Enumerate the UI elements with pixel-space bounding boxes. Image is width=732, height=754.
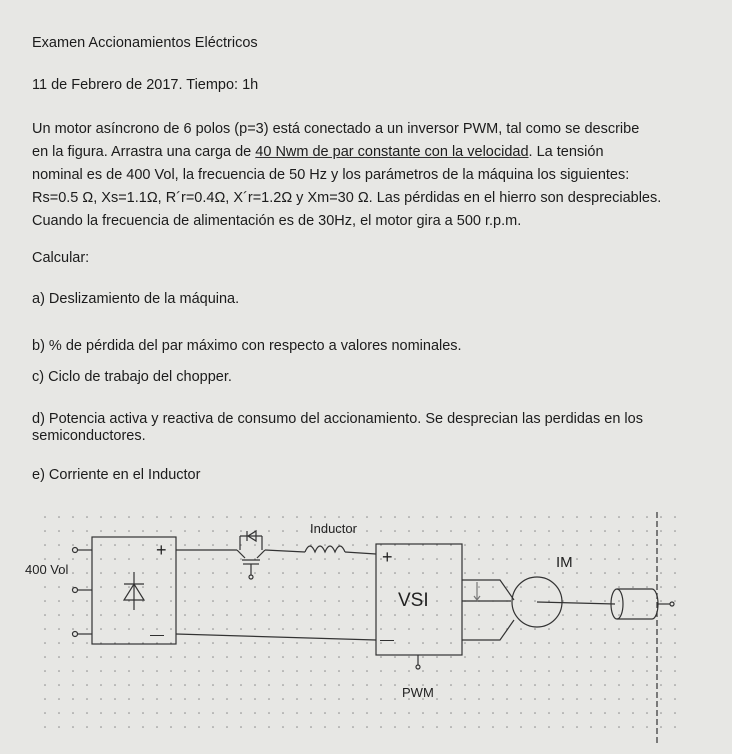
motor-label: IM	[556, 554, 573, 571]
statement-line: en la figura. Arrastra una carga de 40 Nwm de par constante con la velocidad. La tensión	[32, 144, 604, 160]
exam-date: 11 de Febrero de 2017. Tiempo: 1h	[32, 77, 259, 93]
vsi-label: VSI	[398, 590, 429, 611]
statement-line: Rs=0.5 Ω, Xs=1.1Ω, R´r=0.4Ω, X´r=1.2Ω y Xm=30 Ω. Las pérdidas en el hierro son despreciables.	[32, 190, 662, 206]
circuit-diagram	[0, 500, 732, 754]
question-b: b) % de pérdida del par máximo con respecto a valores nominales.	[32, 338, 462, 354]
question-d-cont: semiconductores.	[32, 428, 146, 444]
inductor-label: Inductor	[310, 521, 357, 536]
rectifier-minus: —	[150, 626, 164, 642]
statement-line: Un motor asíncrono de 6 polos (p=3) está conectado a un inversor PWM, tal como se describe	[32, 121, 640, 137]
question-e: e) Corriente en el Inductor	[32, 467, 201, 483]
rectifier-plus: +	[156, 540, 167, 560]
vsi-plus: +	[382, 547, 393, 567]
question-a: a) Deslizamiento de la máquina.	[32, 291, 240, 307]
exam-title: Examen Accionamientos Eléctricos	[32, 35, 258, 51]
source-voltage-label: 400 Vol	[25, 562, 69, 577]
question-d: d) Potencia activa y reactiva de consumo del accionamiento. Se desprecian las perdidas en los	[32, 411, 643, 427]
question-c: c) Ciclo de trabajo del chopper.	[32, 369, 232, 385]
dot-grid	[40, 504, 680, 740]
pwm-label: PWM	[402, 685, 434, 700]
vsi-minus: —	[380, 631, 394, 647]
problem-statement	[32, 118, 682, 233]
statement-line: Cuando la frecuencia de alimentación es de 30Hz, el motor gira a 500 r.p.m.	[32, 213, 522, 229]
questions-heading: Calcular:	[32, 250, 90, 266]
statement-line: nominal es de 400 Vol, la frecuencia de 50 Hz y los parámetros de la máquina los siguientes:	[32, 167, 630, 183]
